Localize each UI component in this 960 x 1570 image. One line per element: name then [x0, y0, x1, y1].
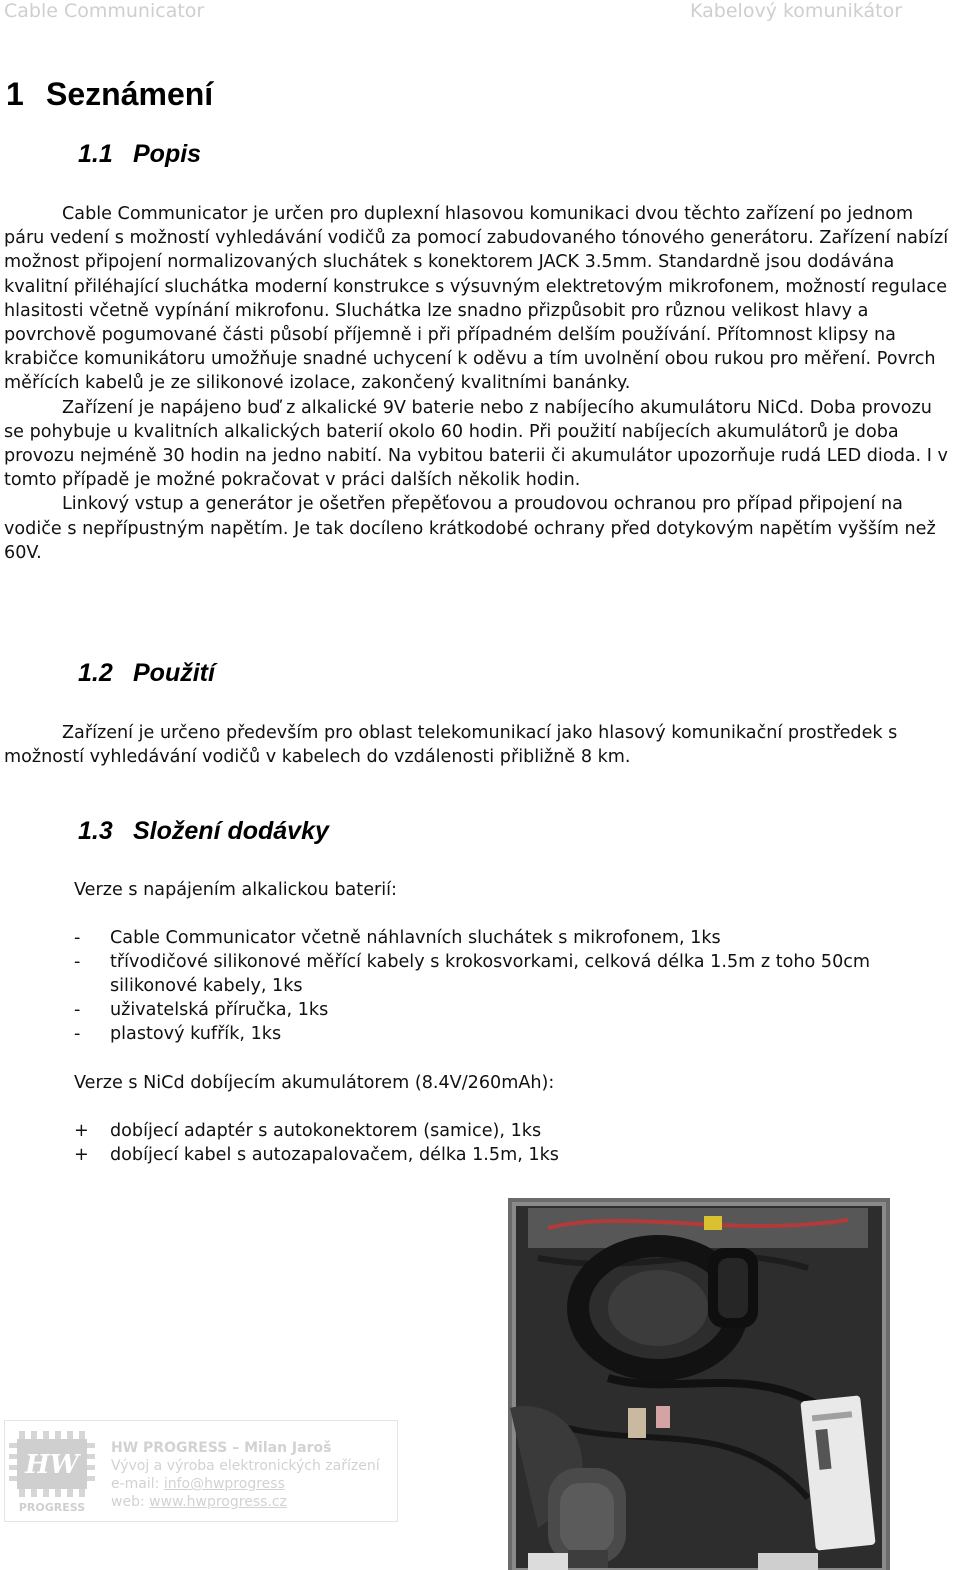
list-marker: +: [74, 1145, 89, 1165]
chapter-number: 1: [6, 76, 24, 112]
section-title: Složení dodávky: [133, 817, 329, 845]
list-marker: -: [74, 1024, 81, 1044]
email-link[interactable]: info@hwprogress: [163, 1476, 285, 1492]
header-title-right: Kabelový komunikátor: [690, 0, 902, 22]
product-photo: [508, 1198, 890, 1570]
list-item-text: plastový kufřík, 1ks: [110, 1024, 282, 1044]
email-label: e-mail:: [111, 1476, 160, 1492]
alkaline-intro: Verze s napájením alkalickou baterií:: [74, 880, 397, 900]
paragraph: Linkový vstup a generátor je ošetřen přepěťovou a proudovou ochranou pro případ připojení na vodiče s nepřípustným napětím. Je tak docíleno krátkodobé ochrany před dotykovým napětím vyšším než 60V.: [4, 494, 936, 563]
section-number: 1.1: [78, 140, 113, 168]
section-title: Použití: [133, 659, 215, 687]
chapter-heading: [6, 76, 213, 113]
list-item: [74, 1022, 934, 1046]
web-link[interactable]: www.hwprogress.cz: [149, 1494, 287, 1510]
list-item-text: Cable Communicator včetně náhlavních sluchátek s mikrofonem, 1ks: [110, 928, 721, 948]
chapter-title: Seznámení: [46, 76, 214, 112]
section-body-popis: [4, 202, 952, 565]
list-item-text: uživatelská příručka, 1ks: [110, 1000, 329, 1020]
list-marker: +: [74, 1121, 89, 1141]
company-logo: [9, 1427, 103, 1515]
list-item-text: třívodičové silikonové měřící kabely s krokosvorkami, celková délka 1.5m z toho 50cm silikonové kabely, 1ks: [110, 952, 871, 996]
section-heading-popis: [78, 140, 201, 169]
nicd-items-list: [74, 1119, 934, 1167]
alkaline-items-list: [74, 926, 934, 1046]
list-item: [74, 998, 934, 1022]
list-item: [74, 1143, 934, 1167]
web-label: web:: [111, 1494, 145, 1510]
section-heading-dodavka: [78, 817, 329, 846]
product-photo-drawing: [508, 1198, 890, 1570]
nicd-intro: Verze s NiCd dobíjecím akumulátorem (8.4V/260mAh):: [74, 1073, 555, 1093]
header-title-left: Cable Communicator: [4, 0, 205, 22]
section-number: 1.3: [78, 817, 113, 845]
list-item-text: dobíjecí kabel s autozapalovačem, délka 1.5m, 1ks: [110, 1145, 559, 1165]
paragraph: Cable Communicator je určen pro duplexní hlasovou komunikaci dvou těchto zařízení po jednom páru vedení s možností vyhledávání vodičů za pomocí zabudovaného tónového generátoru. Zařízení nabízí možnost připojení normalizovaných sluchátek s konektorem JACK 3.5mm. Standardně jsou dodávána kvalitní přiléhající sluchátka moderní konstrukce s výsuvným elektretovým mikrofonem, možností regulace hlasitosti včetně vypínání mikrofonu. Sluchátka lze snadno přizpůsobit pro různou velikost hlavy a povrchově pogumované části působí příjemně i při případném delším používání. Přítomnost klipsy na krabičce komunikátoru umožňuje snadné uchycení k oděvu a tím uvolnění obou rukou pro měření. Povrch měřících kabelů je ze silikonové izolace, zakončený kvalitními banánky.: [4, 204, 949, 394]
logo-text: HW: [25, 1450, 79, 1480]
company-details: [111, 1439, 380, 1511]
company-tagline: Vývoj a výroba elektronických zařízení: [111, 1458, 380, 1474]
company-name: HW PROGRESS – Milan Jaroš: [111, 1440, 332, 1456]
company-email-line: [111, 1475, 380, 1493]
section-number: 1.2: [78, 659, 113, 687]
list-item: [74, 950, 934, 998]
list-marker: -: [74, 952, 81, 972]
list-item: [74, 1119, 934, 1143]
section-body-pouziti: [4, 721, 952, 769]
company-logo-graphic: [9, 1427, 103, 1515]
page-header: [0, 0, 960, 28]
list-marker: -: [74, 1000, 81, 1020]
section-title: Popis: [133, 140, 202, 168]
section-heading-pouziti: [78, 659, 215, 688]
paragraph: Zařízení je napájeno buď z alkalické 9V baterie nebo z nabíjecího akumulátoru NiCd. Doba provozu se pohybuje u kvalitních alkalických baterií okolo 60 hodin. Při použití nabíjecích akumulátorů je doba provozu nejméně 30 hodin na jedno nabití. Na vybitou baterii či akumulátor upozorňuje rudá LED dioda. I v tomto případě je možné pokračovat v práci dalších několik hodin.: [4, 397, 948, 491]
paragraph: Zařízení je určeno především pro oblast telekomunikací jako hlasový komunikační prostředek s možností vyhledávání vodičů v kabelech do vzdálenosti přibližně 8 km.: [4, 723, 898, 768]
company-web-line: [111, 1493, 380, 1511]
logo-caption: PROGRESS: [18, 1501, 86, 1514]
list-item-text: dobíjecí adaptér s autokonektorem (samice), 1ks: [110, 1121, 542, 1141]
list-marker: -: [74, 928, 81, 948]
list-item: [74, 926, 934, 950]
footer-company-block: [4, 1420, 398, 1522]
